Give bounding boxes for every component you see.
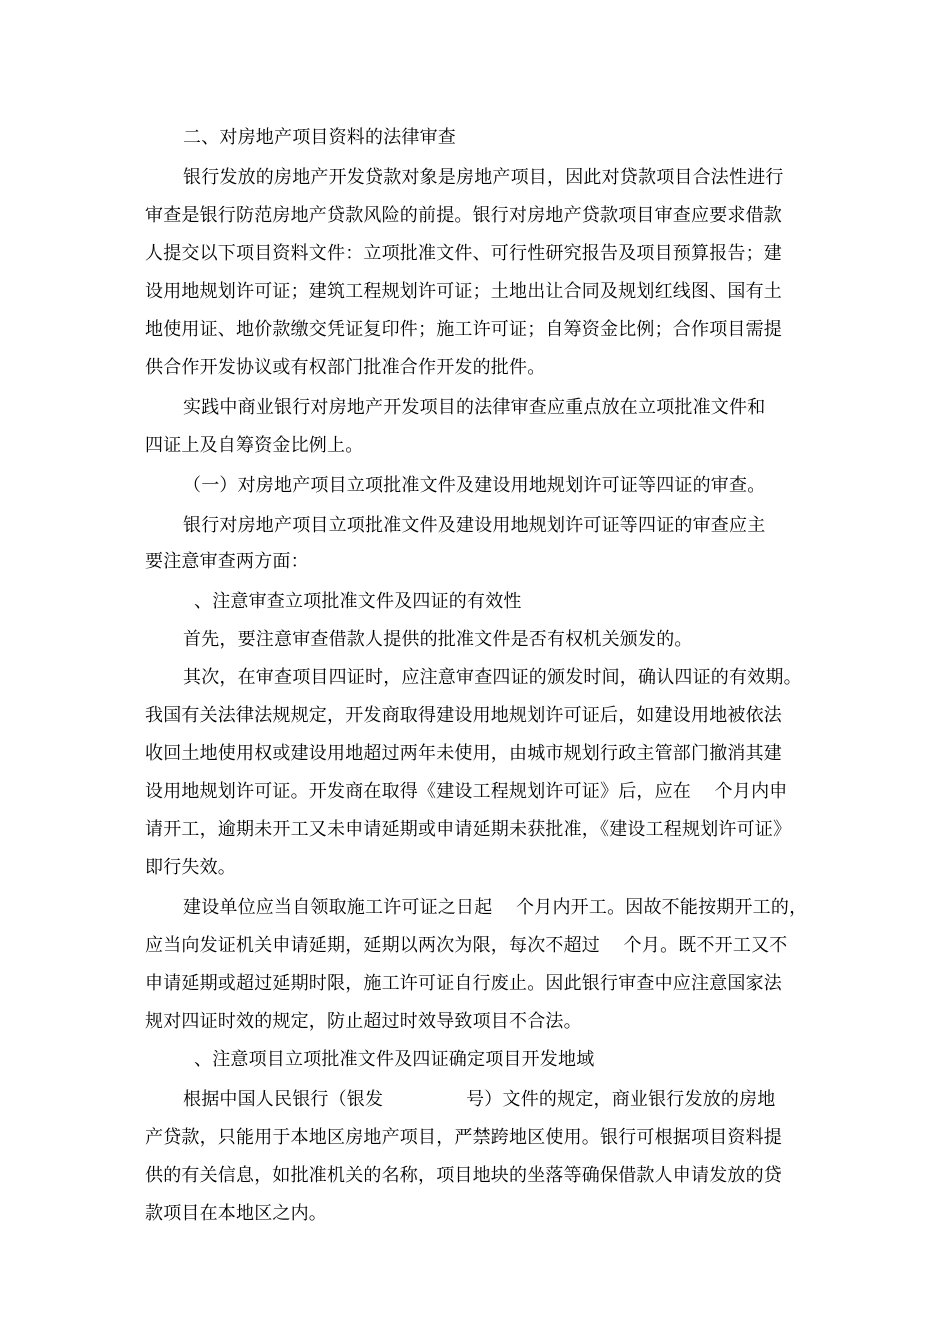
paragraph-line: 供合作开发协议或有权部门批准合作开发的批件。 [145, 357, 546, 378]
item-heading: 、注意审查立项批准文件及四证的有效性 [194, 591, 522, 612]
paragraph-line: 要注意审查两方面： [145, 551, 309, 572]
paragraph-line: 供的有关信息，如批准机关的名称，项目地块的坐落等确保借款人申请发放的贷 [145, 1165, 782, 1186]
section-heading: 二、对房地产项目资料的法律审查 [183, 127, 456, 148]
paragraph-line: 地使用证、地价款缴交凭证复印件；施工许可证；自筹资金比例；合作项目需提 [145, 319, 782, 340]
paragraph-line: 四证上及自筹资金比例上。 [145, 435, 364, 456]
paragraph-line: 设用地规划许可证；建筑工程规划许可证；土地出让合同及规划红线图、国有土 [145, 281, 782, 302]
item-heading: 、注意项目立项批准文件及四证确定项目开发地域 [194, 1049, 595, 1070]
paragraph-line: 设用地规划许可证。开发商在取得《建设工程规划许可证》后，应在 个月内申 [145, 781, 788, 802]
paragraph-line: 审查是银行防范房地产贷款风险的前提。银行对房地产贷款项目审查应要求借款 [145, 205, 782, 226]
paragraph-line: 规对四证时效的规定，防止超过时效导致项目不合法。 [145, 1011, 582, 1032]
paragraph-line: 收回土地使用权或建设用地超过两年未使用，由城市规划行政主管部门撤消其建 [145, 743, 782, 764]
paragraph-line: 请开工，逾期未开工又未申请延期或申请延期未获批准，《建设工程规划许可证》 [145, 819, 792, 840]
paragraph-line: 根据中国人民银行（银发 号）文件的规定，商业银行发放的房地 [183, 1089, 776, 1110]
paragraph-line: 我国有关法律法规规定，开发商取得建设用地规划许可证后，如建设用地被依法 [145, 705, 782, 726]
subsection-heading: （一）对房地产项目立项批准文件及建设用地规划许可证等四证的审查。 [183, 475, 766, 496]
paragraph-line: 银行对房地产项目立项批准文件及建设用地规划许可证等四证的审查应主 [183, 515, 766, 536]
paragraph-line: 其次，在审查项目四证时，应注意审查四证的颁发时间，确认四证的有效期。 [183, 667, 802, 688]
paragraph-line: 产贷款，只能用于本地区房地产项目，严禁跨地区使用。银行可根据项目资料提 [145, 1127, 782, 1148]
paragraph-line: 申请延期或超过延期时限，施工许可证自行废止。因此银行审查中应注意国家法 [145, 973, 782, 994]
paragraph-line: 人提交以下项目资料文件：立项批准文件、可行性研究报告及项目预算报告；建 [145, 243, 782, 264]
paragraph-line: 款项目在本地区之内。 [145, 1203, 327, 1224]
paragraph-line: 实践中商业银行对房地产开发项目的法律审查应重点放在立项批准文件和 [183, 397, 766, 418]
paragraph-line: 首先，要注意审查借款人提供的批准文件是否有权机关颁发的。 [183, 629, 693, 650]
paragraph-line: 即行失效。 [145, 857, 236, 878]
paragraph-line: 应当向发证机关申请延期，延期以两次为限，每次不超过 个月。既不开工又不 [145, 935, 788, 956]
paragraph-line: 银行发放的房地产开发贷款对象是房地产项目，因此对贷款项目合法性进行 [183, 167, 784, 188]
paragraph-line: 建设单位应当自领取施工许可证之日起 个月内开工。因故不能按期开工的， [183, 897, 808, 918]
